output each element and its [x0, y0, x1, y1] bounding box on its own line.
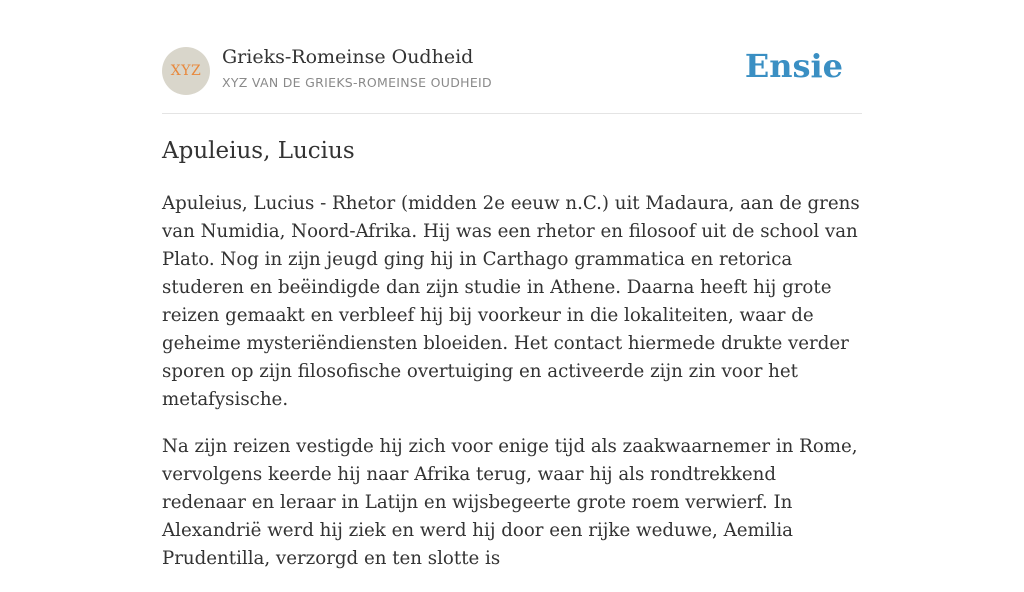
brand-logo[interactable]: Ensie [744, 47, 843, 85]
content-column [162, 0, 862, 569]
avatar[interactable] [162, 47, 210, 95]
article-paragraph: Apuleius, Lucius - Rhetor (midden 2e eeuw n.C.) uit Madaura, aan de grens van Numidia, Noord-Afrika. Hij was een rhetor en filosoof uit de school van Plato. Nog in zijn jeugd ging hij in Carthago grammatica en retorica studeren en beëindigde dan zijn studie in Athene. Daarna heeft hij grote reizen gemaakt en verbleef hij bij voorkeur in die lokaliteiten, waar de geheime mysteriëndiensten bloeiden. Het contact hiermede drukte verder sporen op zijn filosofische overtuiging en activeerde zijn zin voor het metafysische. [162, 193, 860, 410]
avatar-text: XYZ [170, 63, 202, 79]
site-header [162, 0, 862, 114]
site-title[interactable]: Grieks-Romeinse Oudheid [222, 46, 474, 68]
article-body [162, 190, 862, 592]
site-subtitle: XYZ VAN DE GRIEKS-ROMEINSE OUDHEID [222, 75, 492, 90]
article-paragraph: Na zijn reizen vestigde hij zich voor enige tijd als zaakwaarnemer in Rome, vervolgens keerde hij naar Afrika terug, waar hij als rondtrekkend redenaar en leraar in Latijn en wijsbegeerte grote roem verwierf. In Alexandrië werd hij ziek en werd hij door een rijke weduwe, Aemilia Prudentilla, verzorgd en ten slotte is [162, 436, 858, 569]
article-title: Apuleius, Lucius [162, 138, 355, 164]
